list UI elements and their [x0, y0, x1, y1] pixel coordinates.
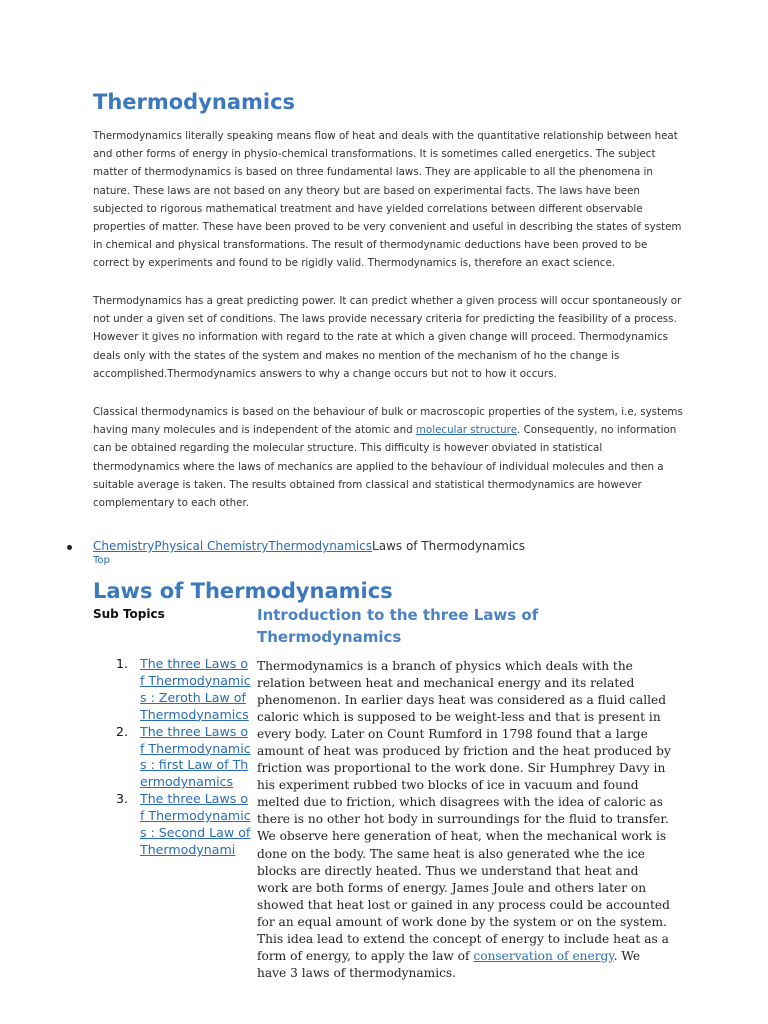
breadcrumb-link-chemistry[interactable]: Chemistry [93, 539, 155, 553]
intro-heading: Introduction to the three Laws of Thermodynamics [257, 606, 539, 646]
list-number: 3. [116, 791, 129, 807]
subtopics-list [100, 656, 252, 859]
subtopic-link-first-law[interactable]: The three Laws of Thermodynamics : first Law of Thermodynamics [140, 723, 251, 790]
subtopic-link-zeroth-law[interactable]: The three Laws of Thermodynamics : Zeroth Law of Thermodynamics [140, 656, 251, 722]
subtopics-label: Sub Topics [93, 607, 165, 621]
breadcrumb-current: Laws of Thermodynamics [372, 539, 525, 553]
intro-body [257, 658, 671, 982]
list-item [100, 791, 252, 859]
list-number: 1. [116, 656, 129, 671]
intro-text: Thermodynamics is a branch of physics which deals with the relation between heat and mechanical energy and its related phenomenon. In earlier days heat was considered as a fluid called caloric which is supposed to be weight-less and that is present in every body. Later on Count Rumford in 1798 found that a large amount of heat was produced by friction and the heat produced by friction was proportional to the work done. Sir Humphrey Davy in his experiment rubbed two blocks of ice in vacuum and found melted due to friction, which disagrees with the idea of caloric as there is no other hot body in surroundings for the fluid to transfer. We observe here generation of heat, when the mechanical work is done on the body. The same heat is also generated whe the ice blocks are directly heated. Thus we understand that heat and work are both forms of energy. James Joule and others later on showed that heat lost or gained in any process could be accounted for an equal amount of work done by the system or on the system. This idea lead to extend the concept of energy to include heat as a form of energy, to apply the law of [257, 659, 671, 963]
list-item [100, 724, 252, 792]
conservation-of-energy-link[interactable]: conservation of energy [473, 948, 614, 963]
list-number: 2. [116, 723, 129, 739]
intro-text: . We have 3 laws of thermodynamics. [257, 948, 641, 980]
intro-paragraph-2: Thermodynamics has a great predicting power. It can predict whether a given process will occur spontaneously or not under a given set of conditions. The laws provide necessary criteria for predicting the feasibility of a process. However it gives no information with regard to the rate at which a given change will proceed. Thermodynamics deals only with the states of the system and makes no mention of the mechanism of ho the change is accomplished.Thermodynamics answers to why a change occurs but not to how it occurs. [93, 295, 682, 380]
paragraph-text: . Consequently, no information can be obtained regarding the molecular structure. This difficulty is however obviated in statistical thermodynamics where the laws of mechanics are applied to the behaviour of individual molecules and then a suitable average is taken. The results obtained from classical and statistical thermodynamics are however complementary to each other. [93, 424, 677, 510]
paragraph-text: Classical thermodynamics is based on the behaviour of bulk or macroscopic properties of the system, i.e, systems having many molecules and is independent of the atomic and [93, 406, 683, 437]
breadcrumb-item [64, 539, 525, 553]
breadcrumb [64, 539, 525, 553]
intro-paragraph-3 [93, 403, 683, 512]
list-item [100, 656, 252, 724]
top-link[interactable]: Top [93, 555, 110, 566]
molecular-structure-link[interactable]: molecular structure [415, 424, 518, 437]
page-title: Thermodynamics [93, 90, 296, 114]
intro-paragraph-1: Thermodynamics literally speaking means flow of heat and deals with the quantitative relationship between heat and other forms of energy in physio-chemical transformations. It is sometimes called energetics. The subject matter of thermodynamics is based on three fundamental laws. They are applicable to all the phenomena in nature. These laws are not based on any theory but are based on experimental facts. The laws have been subjected to rigorous mathematical treatment and have yielded correlations between different observable properties of matter. These have been proved to be very convenient and useful in describing the states of system in chemical and physical transformations. The result of thermodynamic deductions have been proved to be correct by experiments and found to be rigidly valid. Thermodynamics is, therefore an exact science. [93, 130, 682, 270]
section-title: Laws of Thermodynamics [93, 579, 393, 603]
breadcrumb-link-thermodynamics[interactable]: Thermodynamics [268, 539, 373, 553]
breadcrumb-link-physical-chemistry[interactable]: Physical Chemistry [154, 539, 269, 553]
subtopic-link-second-law[interactable]: The three Laws of Thermodynamics : Second Law of Thermodynami [140, 791, 251, 857]
